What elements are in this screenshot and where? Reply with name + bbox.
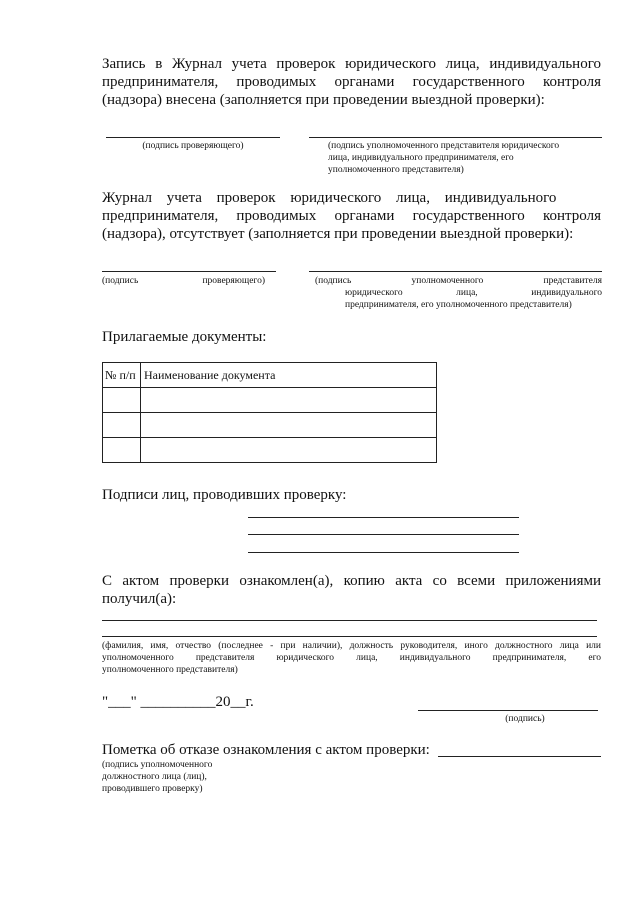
representative-signature-caption-3: уполномоченного представителя) [328,165,464,175]
refusal-caption-line-3: проводившего проверку) [102,784,203,794]
attached-documents-heading: Прилагаемые документы: [102,329,267,345]
representative-caption-2-line-1: (подпись уполномоченного представителя [315,276,602,286]
representative-caption-2-line-3: предпринимателя, его уполномоченного представителя) [345,300,572,310]
inspector-signature-caption-2: (подпись проверяющего) [102,276,265,286]
representative-caption-2-line-2: юридического лица, индивидуального [345,288,602,298]
table-row [103,413,437,438]
representative-signature-caption-2: лица, индивидуального предпринимателя, его [328,153,514,163]
table-row [103,388,437,413]
table-cell[interactable] [103,438,141,463]
column-header-document-name: Наименование документа [141,363,437,388]
journal-entry-line-2: предпринимателя, проводимых органами государственного контроля [102,74,601,90]
attached-documents-table [102,362,437,463]
recipient-name-line-2[interactable] [102,636,597,637]
table-header-row [103,363,437,388]
refusal-caption-line-2: должностного лица (лиц), [102,772,207,782]
representative-signature-caption-1: (подпись уполномоченного представителя юридического [328,141,560,151]
inspector-signature-line-a[interactable] [248,517,519,518]
refusal-note-label: Пометка об отказе ознакомления с актом проверки: [102,742,430,758]
journal-absent-line-2: предпринимателя, проводимых органами государственного контроля [102,208,601,224]
acquainted-line-1: С актом проверки ознакомлен(а), копию акта со всеми приложениями [102,573,601,589]
refusal-note-line[interactable] [438,756,601,757]
inspector-signature-caption: (подпись проверяющего) [142,141,244,151]
recipient-signature-line[interactable] [418,710,598,711]
journal-entry-line-3: (надзора) внесена (заполняется при проведении выездной проверки): [102,92,545,108]
journal-absent-line-1: Журнал учета проверок юридического лица, индивидуального [102,190,557,206]
date-field[interactable]: "___" __________20__г. [102,694,254,710]
table-cell[interactable] [141,388,437,413]
table-cell[interactable] [103,388,141,413]
representative-signature-line-2 [309,271,602,272]
acquainted-line-2: получил(а): [102,591,177,607]
table-cell[interactable] [141,413,437,438]
inspector-signature-line-c[interactable] [248,552,519,553]
inspector-signature-line-2 [102,271,276,272]
representative-signature-line [309,137,602,138]
recipient-signature-caption: (подпись) [505,714,545,724]
recipient-name-line-1[interactable] [102,620,597,621]
recipient-caption-line-1: (фамилия, имя, отчество (последнее - при наличии), должность руководителя, иного должностного лица или [102,641,601,651]
inspector-signature-line-b[interactable] [248,534,519,535]
table-cell[interactable] [103,413,141,438]
journal-absent-line-3: (надзора), отсутствует (заполняется при проведении выездной проверки): [102,226,574,242]
inspectors-signatures-heading: Подписи лиц, проводивших проверку: [102,487,347,503]
table-cell[interactable] [141,438,437,463]
table-row [103,438,437,463]
recipient-caption-line-2: уполномоченного представителя юридического лица, индивидуального предпринимателя, его [102,653,601,663]
inspector-signature-line [106,137,280,138]
refusal-caption-line-1: (подпись уполномоченного [102,760,213,770]
column-header-number: № п/п [103,363,141,388]
journal-entry-line-1: Запись в Журнал учета проверок юридического лица, индивидуального [102,56,601,72]
recipient-caption-line-3: уполномоченного представителя) [102,665,238,675]
